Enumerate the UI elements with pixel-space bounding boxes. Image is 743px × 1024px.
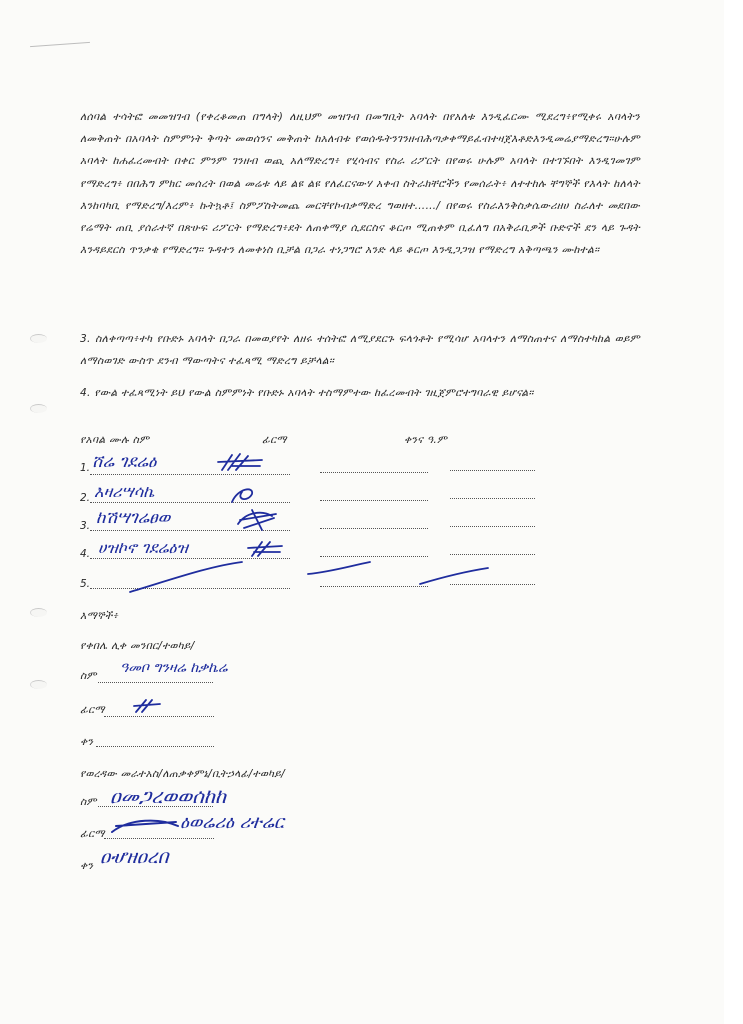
header-member-name: የአባል ሙሉ ስም	[80, 434, 150, 446]
office-title: የወረዳው መራተአስ/ለጠቃቀምኔ/ቢትኃላፊ/ተወካይ/	[80, 768, 285, 780]
paragraph-main: ለሰባል ተሳትፎ መመዝገብ (የቀረቆመጠ በግላት) ለዚህም መዝገብ በመግቢት አባላት በየአለቱ እንዲፈርሙ ሚደረግ፥የሚቀሩ አባላትን ለመቅጠት በአባላት ስምምነት ቅጣት መወሰንና መቅጠት ከአለብቱ የወሰዱትንገንዘብሕጣቃቀማይፈብተዛጀእቶድእንዲመሬያማድረግ።ሁሉም አባላት ከሐፈረመብት በቀር ምንም ገንዘብ ወጪ አለማድረግ፥ የሂሳብና የስራ ሪፖርት በየወሩ ሁሉም አባላት በተገኙበት እንዲገመገም የማድረግ፥ በበሕግ ምክር መሰረት በወል መሬቱ ላይ ልዩ ልዩ የለፈርናውሃ አቀብ ስትራክቸሮችን የመሰራት፥ ለተተከሉ ቸግኞች የእላት ከለላት እንከባካቢ የማድረግ/እረም፥ ኩትኳቶ፤ ስምፖስትመጨ መርቸየኮብቃማድረ ግወዘተ……/ በየወሩ የስራእንቅስቃሴውሪዘሀ ስራለተ መደበው የሬማት ጠቢ ያሰራተኛ በጽሁፍ ሪፖርት የማድረግ፥ደት ለጠቀማያ ሲደርስና ቆርጦ ሚጠቀም ቢፈለግ በአቅራቢዎች ቡድኖች ደን ላይ ጉዳት እንዳይደርስ ጥንቃቄ የማድረግ። ጉዳተን ለመቀነስ ቢቻል በጋራ ተነጋግሮ አንድ ላይ ቆርጦ እንዲጋጋዝ የማድረግ አቅጣጫን ሙከተል።	[80, 111, 640, 257]
office-date-handwritten: ዐሇዘዐረበ	[100, 846, 169, 868]
paragraph-4: 4. የውል ተፈጻሚነት ይህ የውል ስምምነት የቡድኑ አባላት ተስማምተው ከፈረመብት ገዚጀምሮተግባራዊ ይሆናል።	[80, 387, 534, 399]
header-date: ቀንና ዓ.ም	[404, 434, 448, 446]
header-signature: ፊርማ	[262, 434, 287, 446]
office-name-handwritten: ዐመጋረወወሰከከ	[110, 784, 226, 808]
kebele-signature-label: ፊርማ	[80, 704, 105, 716]
member-name-handwritten: ከሽሣገሬፀወ	[96, 508, 171, 528]
member-number: 3.	[80, 520, 91, 532]
kebele-name-label: ስም	[80, 670, 97, 682]
member-number: 5.	[80, 578, 91, 590]
member-number: 1.	[80, 462, 91, 474]
office-signature-handwritten: ዕወሬሪዕ ሪተሬር	[180, 812, 284, 833]
member-name-handwritten: እዛሪሣሳኬ	[94, 482, 155, 501]
office-date-label: ቀን	[80, 860, 94, 872]
member-number: 4.	[80, 548, 91, 560]
paragraph-3: 3. ስለቀጣጣ፥ተካ የቡድኑ አባላት በጋራ በመወያየት ለዘሩ ተሰትፎ ለሚያደርጉ ፍላጎቶት የሚሳሆ አባላተን ለማስጠተና ለማስተካከል ወይም ለማስወገድ ውስጥ ደንብ ማውጣትና ተፈጻሚ ማድረግ ይቻላል።	[80, 333, 640, 368]
member-name-handwritten: ሀዝኮኖ ገደሬዕዝ	[98, 538, 188, 557]
kebele-name-handwritten: ዓመቦ ግንዛሬ ከቃኬሬ	[120, 660, 228, 676]
kebele-title: የቀበሌ ሊቀ መንበር/ተወካይ/	[80, 640, 195, 652]
member-number: 2.	[80, 492, 91, 504]
kebele-date-label: ቀን	[80, 736, 94, 748]
witnesses-title: እማኞች፥	[80, 610, 119, 622]
office-signature-label: ፊርማ	[80, 828, 105, 840]
member-name-handwritten: ሸሬ ገደሬዕ	[92, 452, 157, 472]
office-name-label: ስም	[80, 796, 97, 808]
